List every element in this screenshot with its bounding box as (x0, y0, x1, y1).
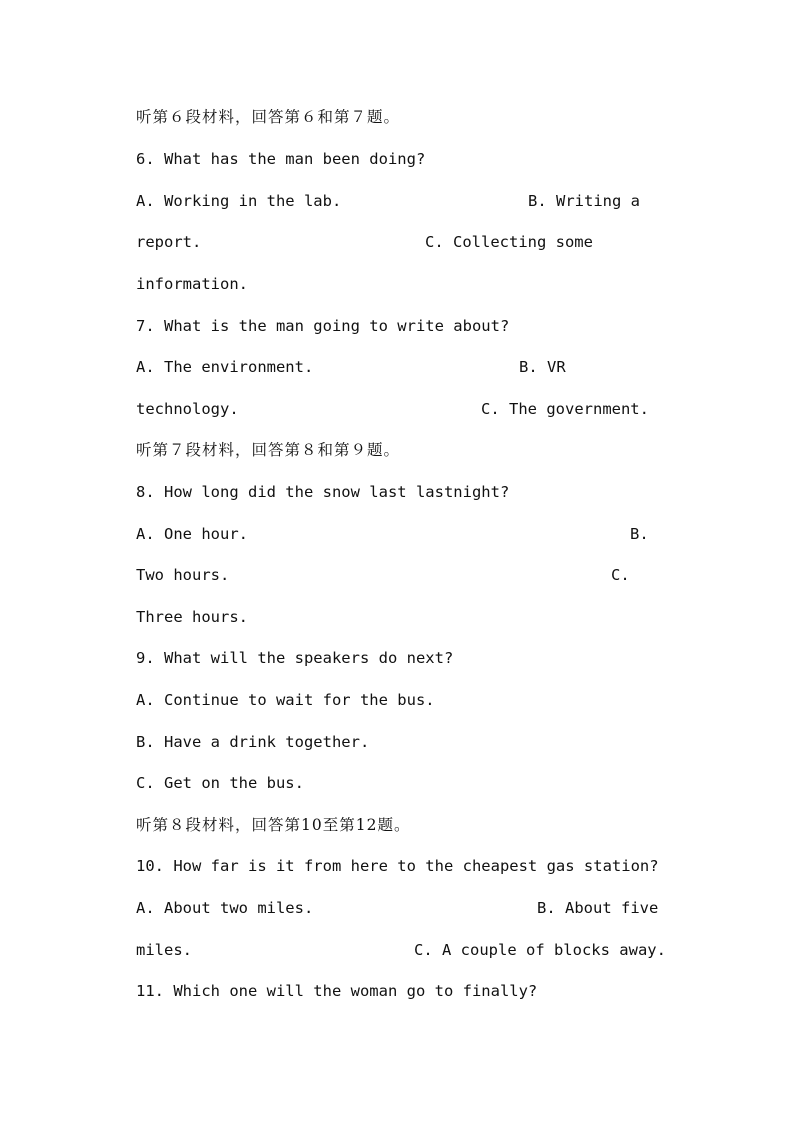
question-10-options-line-2 (136, 940, 666, 1020)
section-8-heading: 听第８段材料，回答第10至第12题。 (136, 816, 411, 834)
section-7-heading: 听第７段材料，回答第８和第９题。 (136, 441, 401, 459)
question-6-option-b-part-1: B. Writing a (528, 192, 640, 210)
question-9-option-c: C. Get on the bus. (136, 774, 304, 792)
question-7-option-c: C. The government. (481, 400, 649, 418)
question-7-stem: 7. What is the man going to write about? (136, 317, 510, 335)
question-6-option-c-part-2: information. (136, 275, 248, 293)
question-8-option-c-part-2: Three hours. (136, 608, 248, 626)
question-6-option-b-part-2: report. (136, 233, 202, 251)
question-10-option-a: A. About two miles. (136, 899, 314, 917)
question-10-option-b-part-1: B. About five (537, 899, 659, 917)
question-8-option-a: A. One hour. (136, 525, 248, 543)
question-10-stem: 10. How far is it from here to the cheapest gas station? (136, 857, 659, 875)
question-11-stem: 11. Which one will the woman go to finally? (136, 982, 538, 1000)
question-6-options-line-2 (136, 232, 666, 312)
question-6-option-a: A. Working in the lab. (136, 192, 342, 210)
question-9-stem: 9. What will the speakers do next? (136, 649, 454, 667)
question-7-option-a: A. The environment. (136, 358, 314, 376)
question-10-option-c: C. A couple of blocks away. (414, 941, 666, 959)
section-6-heading: 听第６段材料，回答第６和第７题。 (136, 108, 401, 126)
question-7-option-b-part-2: technology. (136, 400, 239, 418)
question-7-option-b-part-1: B. VR (519, 358, 566, 376)
question-8-options-line-2 (136, 565, 666, 645)
question-9-option-a: A. Continue to wait for the bus. (136, 691, 435, 709)
question-10-option-b-part-2: miles. (136, 941, 192, 959)
question-8-option-b-part-1: B. (630, 525, 649, 543)
question-7-options-line-2 (136, 399, 666, 479)
question-6-stem: 6. What has the man been doing? (136, 150, 426, 168)
question-9-option-b: B. Have a drink together. (136, 733, 370, 751)
question-6-option-c-part-1: C. Collecting some (425, 233, 593, 251)
question-8-option-b-part-2: Two hours. (136, 566, 230, 584)
question-8-stem: 8. How long did the snow last lastnight? (136, 483, 510, 501)
question-8-option-c-part-1: C. (611, 566, 630, 584)
